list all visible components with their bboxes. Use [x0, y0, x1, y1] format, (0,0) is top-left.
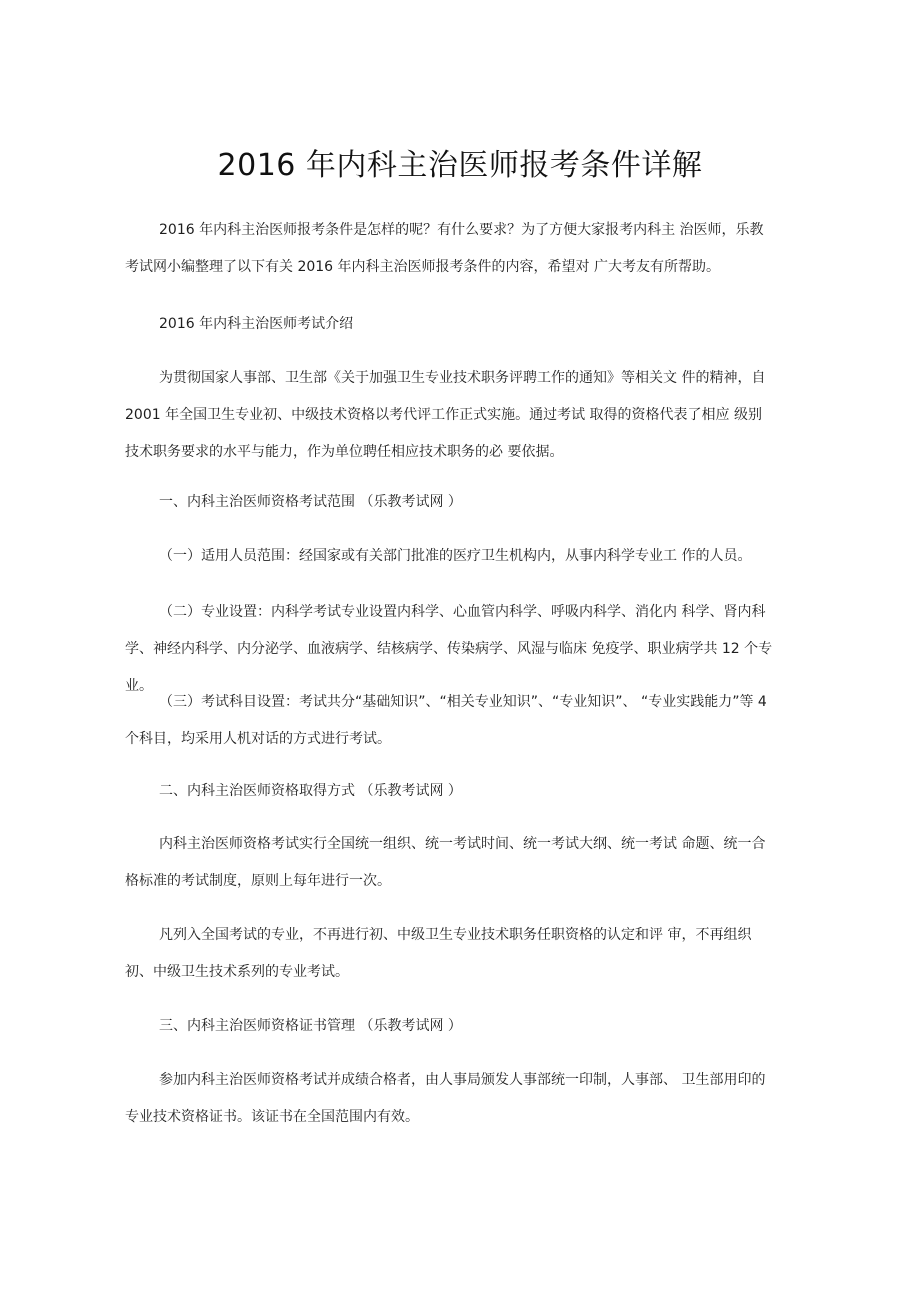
- section-1-item-1: （一）适用人员范围：经国家或有关部门批准的医疗卫生机构内，从事内科学专业工 作的人员。: [159, 548, 752, 564]
- section-3-heading: 三、内科主治医师资格证书管理 （乐教考试网 ）: [159, 1018, 462, 1034]
- exam-intro-paragraph: 为贯彻国家人事部、卫生部《关于加强卫生专业技术职务评聘工作的通知》等相关文 件的精神，自 2001 年全国卫生专业初、中级技术资格以考代评工作正式实施。通过考试 取得的资格代表了相应 级别技术职务要求的水平与能力，作为单位聘任相应技术职务的必 要依据。: [125, 370, 766, 460]
- document-title: 2016 年内科主治医师报考条件详解: [217, 148, 703, 183]
- exam-intro-heading: 2016 年内科主治医师考试介绍: [159, 316, 354, 332]
- section-1-item-2: （二）专业设置：内科学考试专业设置内科学、心血管内科学、呼吸内科学、消化内 科学、肾内科学、神经内科学、内分泌学、血液病学、结核病学、传染病学、风湿与临床 免疫学、职业病学共 12 个专业。: [125, 604, 773, 694]
- section-2-heading: 二、内科主治医师资格取得方式 （乐教考试网 ）: [159, 783, 462, 799]
- section-1-item-3: （三）考试科目设置：考试共分“基础知识”、“相关专业知识”、“专业知识”、 “专业实践能力”等 4 个科目，均采用人机对话的方式进行考试。: [125, 694, 767, 747]
- section-3-paragraph: 参加内科主治医师资格考试并成绩合格者，由人事局颁发人事部统一印制，人事部、 卫生部用印的专业技术资格证书。该证书在全国范围内有效。: [125, 1072, 766, 1125]
- section-2-paragraph-2: 凡列入全国考试的专业，不再进行初、中级卫生专业技术职务任职资格的认定和评 审，不再组织初、中级卫生技术系列的专业考试。: [125, 927, 752, 980]
- section-1-heading: 一、内科主治医师资格考试范围 （乐教考试网 ）: [159, 494, 462, 510]
- section-2-paragraph-1: 内科主治医师资格考试实行全国统一组织、统一考试时间、统一考试大纲、统一考试 命题、统一合格标准的考试制度，原则上每年进行一次。: [125, 836, 766, 889]
- intro-paragraph: 2016 年内科主治医师报考条件是怎样的呢？有什么要求？为了方便大家报考内科主 治医师，乐教考试网小编整理了以下有关 2016 年内科主治医师报考条件的内容，希望对 广大考友有所帮助。: [125, 222, 764, 275]
